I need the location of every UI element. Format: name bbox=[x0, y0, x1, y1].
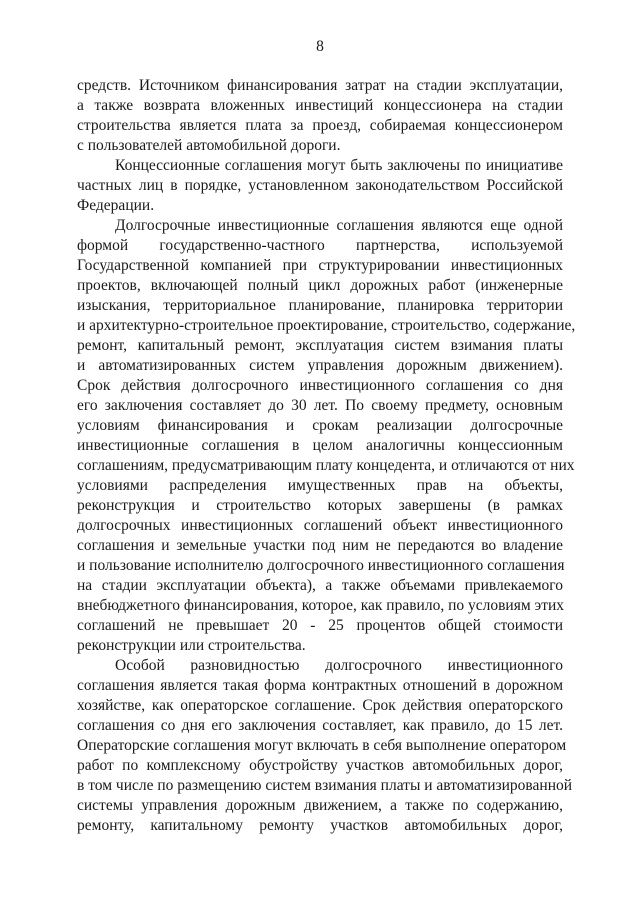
page-number: 8 bbox=[316, 38, 324, 55]
text-line: формой государственно-частного партнерства, используемой bbox=[77, 237, 563, 254]
text-line: соглашениям, предусматривающим плату концедента, и отличаются от них bbox=[77, 457, 575, 474]
text-line: реконструкции или строительства. bbox=[77, 637, 306, 654]
text-line: внебюджетного финансирования, которое, как правило, по условиям этих bbox=[77, 597, 565, 614]
text-line: строительства является плата за проезд, собираемая концессионером bbox=[77, 117, 563, 134]
text-line: хозяйстве, как операторское соглашение. Срок действия операторского bbox=[77, 697, 563, 714]
text-line: соглашения является такая форма контрактных отношений в дорожном bbox=[77, 677, 563, 694]
text-line: и архитектурно-строительное проектирование, строительство, содержание, bbox=[77, 317, 576, 334]
text-line: условиями распределения имущественных прав на объекты, bbox=[77, 477, 563, 494]
text-line: а также возврата вложенных инвестиций концессионера на стадии bbox=[77, 97, 563, 114]
text-line: работ по комплексному обустройству участков автомобильных дорог, bbox=[77, 757, 563, 774]
text-line: системы управления дорожным движением, а также по содержанию, bbox=[77, 797, 563, 814]
text-line: соглашения со дня его заключения составляет, как правило, до 15 лет. bbox=[77, 717, 563, 734]
paragraph bbox=[77, 76, 563, 156]
text-line: проектов, включающей полный цикл дорожных работ (инженерные bbox=[77, 277, 563, 294]
paragraph bbox=[77, 216, 576, 656]
text-line: и пользование исполнителю долгосрочного инвестиционного соглашения bbox=[77, 557, 565, 574]
text-line: ремонту, капитальному ремонту участков автомобильных дорог, bbox=[77, 817, 563, 834]
text-line: инвестиционные соглашения в целом аналогичны концессионным bbox=[77, 437, 563, 454]
text-line: Долгосрочные инвестиционные соглашения являются еще одной bbox=[115, 217, 563, 234]
text-line: с пользователей автомобильной дороги. bbox=[77, 137, 341, 154]
text-line: Концессионные соглашения могут быть заключены по инициативе bbox=[115, 157, 563, 174]
text-line: Срок действия долгосрочного инвестиционного соглашения со дня bbox=[77, 377, 563, 394]
text-line: ремонт, капитальный ремонт, эксплуатация систем взимания платы bbox=[77, 337, 563, 354]
text-line: соглашения и земельные участки под ним не передаются во владение bbox=[77, 537, 563, 554]
text-line: на стадии эксплуатации объекта), а также объемами привлекаемого bbox=[77, 577, 563, 594]
document-body bbox=[77, 76, 576, 836]
text-line: средств. Источником финансирования затрат на стадии эксплуатации, bbox=[77, 77, 563, 94]
text-line: и автоматизированных систем управления дорожным движением). bbox=[77, 357, 563, 374]
text-line: частных лиц в порядке, установленном законодательством Российской bbox=[77, 177, 563, 194]
text-line: Операторские соглашения могут включать в себя выполнение оператором bbox=[77, 737, 567, 754]
paragraph bbox=[77, 156, 563, 216]
text-line: реконструкция и строительство которых завершены (в рамках bbox=[77, 497, 563, 514]
text-line: долгосрочных инвестиционных соглашений объект инвестиционного bbox=[77, 517, 563, 534]
text-line: Федерации. bbox=[77, 197, 155, 214]
text-line: Особой разновидностью долгосрочного инвестиционного bbox=[115, 657, 563, 674]
paragraph bbox=[77, 656, 573, 836]
text-line: условиям финансирования и срокам реализации долгосрочные bbox=[77, 417, 563, 434]
text-line: соглашений не превышает 20 - 25 процентов общей стоимости bbox=[77, 617, 563, 634]
text-line: изыскания, территориальное планирование, планировка территории bbox=[77, 297, 563, 314]
text-line: Государственной компанией при структурировании инвестиционных bbox=[77, 257, 563, 274]
text-line: в том числе по размещению систем взимания платы и автоматизированной bbox=[77, 777, 573, 794]
text-line: его заключения составляет до 30 лет. По своему предмету, основным bbox=[77, 397, 563, 414]
